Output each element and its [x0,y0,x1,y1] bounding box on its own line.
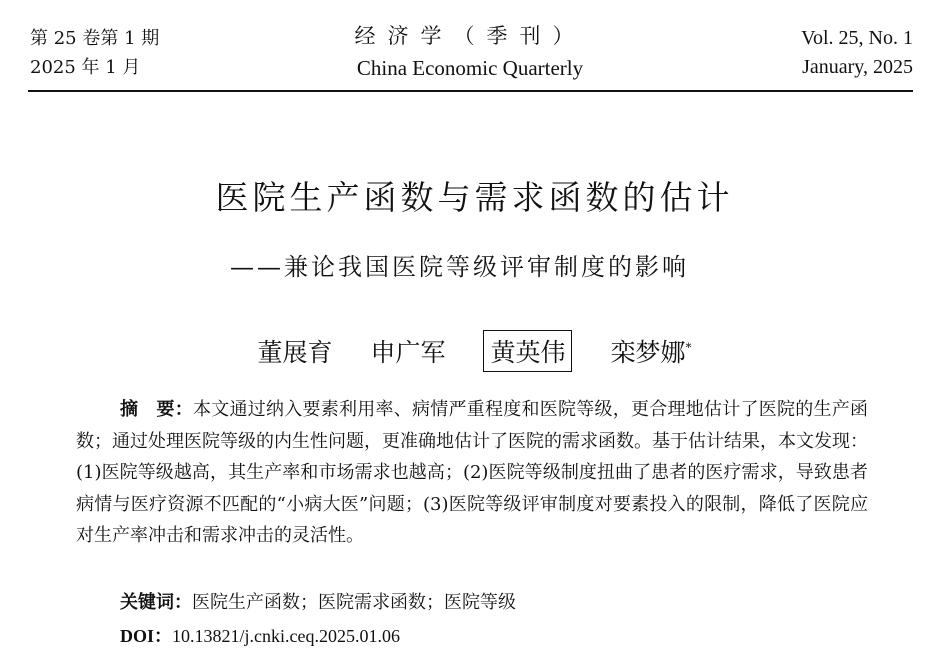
author-footnote-mark: * [685,340,692,355]
paper-subtitle: ——兼论我国医院等级评审制度的影响 [230,253,689,281]
header-center [300,20,640,84]
keywords-label: 关键词： [120,592,192,613]
header-left [30,24,159,82]
issue-cn: 第 25 卷第 1 期 [30,28,160,49]
paper-title: 医院生产函数与需求函数的估计 [215,178,734,217]
abstract-text: 本文通过纳入要素利用率、病情严重程度和医院等级，更合理地估计了医院的生产函数；通过处理医院等级的内生性问题，更准确地估计了医院的需求函数。基于估计结果，本文发现：(1)医院等级越高，其生产率和市场需求也越高；(2)医院等级制度扭曲了患者的医疗需求，导致患者病情与医疗资源不匹配的“小病大医”问题；(3)医院等级评审制度对要素投入的限制，降低了医院应对生产率冲击和需求冲击的灵活性。 [76,399,868,546]
keywords-text: 医院生产函数；医院需求函数；医院等级 [192,592,516,613]
header-right [801,24,913,82]
doi-label: DOI： [120,626,173,646]
author-name: 栾梦娜 [610,338,686,367]
doi [120,622,400,648]
author-name-with-mark [610,333,691,369]
doi-text: 10.13821/j.cnki.ceq.2025.01.06 [172,626,400,646]
author-name: 董展育 [257,338,333,367]
date-cn: 2025 年 1 月 [30,57,141,78]
journal-name-cn: 经济学（季刊） [354,24,586,48]
abstract-label: 摘 要： [120,399,193,420]
abstract [76,394,868,552]
date-en: January, 2025 [802,56,913,78]
header-rule [28,90,913,92]
author-list [0,330,949,372]
journal-name-en: China Economic Quarterly [356,56,584,80]
author-name-boxed: 黄英伟 [483,330,572,372]
volume-en: Vol. 25, No. 1 [801,27,913,49]
keywords [120,588,516,614]
author-name: 申广军 [370,338,446,367]
